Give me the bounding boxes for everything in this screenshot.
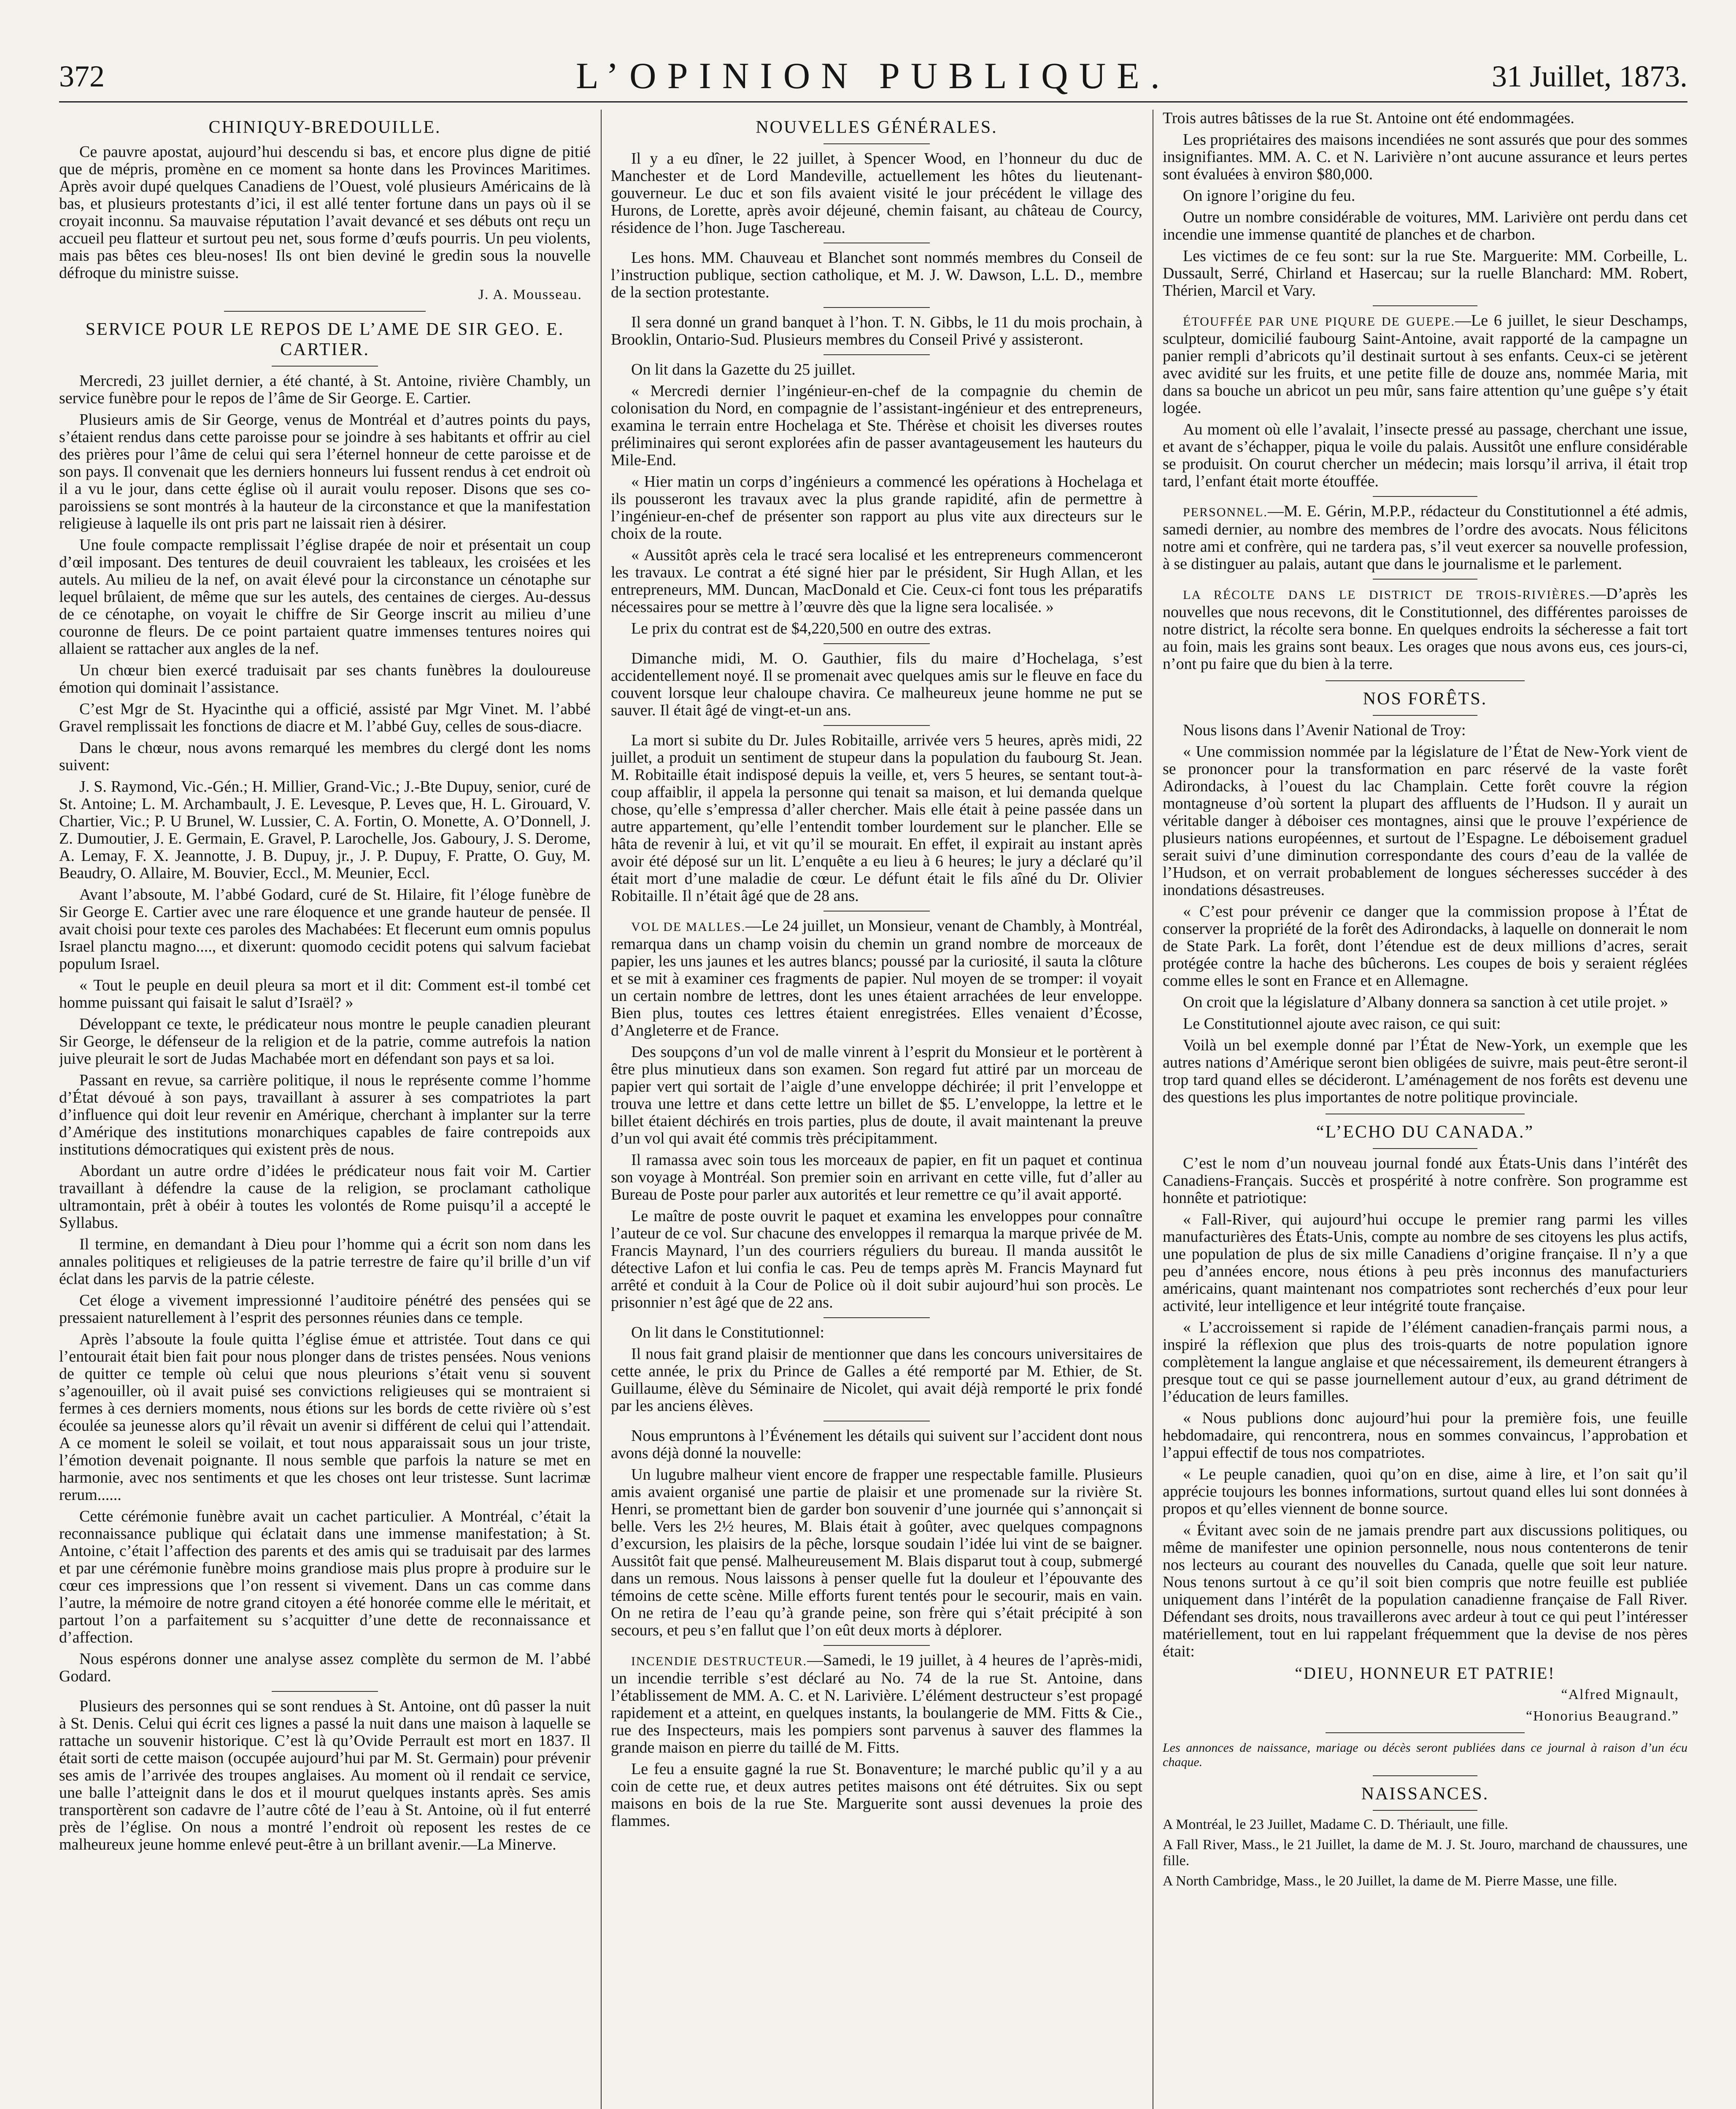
paragraph: Le Constitutionnel ajoute avec raison, ce qui suit: xyxy=(1183,1015,1501,1033)
paragraph: Les victimes de ce feu sont: sur la rue Ste. Marguerite: MM. Corbeille, L. Dussault, Serré, Chirland et Hasercau; sur la ruelle Blanchard: MM. Robert, Thérien, Marcil et Vary. xyxy=(1163,247,1687,299)
paragraph: Le maître de poste ouvrit le paquet et examina les enveloppes pour connaître l’auteur de ce vol. Sur chacune des enveloppes il remarqua la marque privée de M. Francis Maynard, l’un des courriers réguliers du bureau. Il manda aussitôt le détective Lafon et lui confia le cas. Peu de temps après M. Francis Maynard fut arrêté et conduit à la Cour de Police où il doit subir aujourd’hui son procès. Le prisonnier n’est âgé que de 22 ans. xyxy=(611,1207,1142,1311)
masthead-title: L’OPINION PUBLIQUE. xyxy=(576,56,1171,97)
motto: “DIEU, HONNEUR ET PATRIE! xyxy=(1295,1664,1555,1683)
separator xyxy=(272,366,378,367)
paragraph: « Aussitôt après cela le tracé sera localisé et les entrepreneurs commenceront les travaux. Le contrat a été signé hier par le président, Sir Hugh Allan, et les entrepreneurs, MM. Duncan, MacDonald et Cie. Ceux-ci font tous les préparatifs nécessaires pour se mettre à l’œuvre dès que la ligne sera localisée. » xyxy=(611,546,1142,616)
paragraph: « Tout le peuple en deuil pleura sa mort et il dit: Comment est-il tombé cet homme puissant qui faisait le salut d’Israël? » xyxy=(59,976,591,1011)
header-rule xyxy=(59,101,1687,102)
separator xyxy=(823,911,930,912)
paragraph: On lit dans la Gazette du 25 juillet. xyxy=(631,361,856,378)
paragraph: « Nous publions donc aujourd’hui pour la première fois, une feuille hebdomadaire, qui rencontrera, nous en sommes convaincus, l’approbation et l’appui effectif de tous nos compatriotes. xyxy=(1163,1409,1687,1462)
paragraph: C’est Mgr de St. Hyacinthe qui a officié, assisté par Mgr Vinet. M. l’abbé Gravel remplissait les fonctions de diacre et M. l’abbé Guy, celles de sous-diacre. xyxy=(59,700,591,735)
paragraph: La mort si subite du Dr. Jules Robitaille, arrivée vers 5 heures, après midi, 22 juillet, a produit un sentiment de stupeur dans la population du faubourg St. Jean. M. Robitaille était indisposé depuis la veille, et, vers 5 heures, se sentant tout-à-coup affaiblir, il appela la personne qui tenait sa maison, et lui demanda quelque chose, qu’elle s’empressa d’aller chercher. Mais elle était à peine passée dans un autre appartement, qu’elle l’entendit tomber lourdement sur le plancher. Elle se hâta de revenir à lui, et vit qu’il se mourait. En effet, il expirait au instant après avoir été déposé sur un lit. L’enquête a eu lieu à 6 heures; le jury a déclaré qu’il était mort d’une maladie de cœur. Le défunt était le fils aîné du Dr. Olivier Robitaille. Il n’était âgé que de 28 ans. xyxy=(611,731,1142,905)
paragraph: Au moment où elle l’avalait, l’insecte pressé au passage, cherchant une issue, et avant de s’échapper, piqua le voile du palais. Aussitôt une enflure considérable se produisit. On courut chercher un médecin; mais lorsqu’il arriva, il était trop tard, l’enfant était morte étouffée. xyxy=(1163,421,1687,490)
separator xyxy=(1373,579,1478,580)
paragraph: Plusieurs des personnes qui se sont rendues à St. Antoine, ont dû passer la nuit à St. Denis. Celui qui écrit ces lignes a passé la nuit dans une maison à laquelle se rattache un souvenir historique. C’est là qu’Ovide Perrault est mort en 1837. Il était sorti de cette maison (occupée aujourd’hui par M. St. Germain) pour prévenir ses amis de l’arrivée des troupes anglaises. Au moment où il rendait ce service, une balle l’atteignit dans le dos et il mourut quelques instants après. Ses amis transportèrent son cadavre de l’autre côté de l’eau à St. Antoine, où il fut enterré près de l’église. On nous a montré l’endroit où reposent les restes de ce malheureux jeune homme enlevé peut-être à un brillant avenir.—La Minerve. xyxy=(59,1697,591,1853)
paragraph: Plusieurs amis de Sir George, venus de Montréal et d’autres points du pays, s’étaient rendus dans cette paroisse pour se joindre à ses habitants et offrir au ciel des prières pour l’âme de celui qui sera l’éternel honneur de cette paroisse et de son pays. Il convenait que les derniers honneurs lui fussent rendus à cet endroit où il a vu le jour, dans cette église où il aurait voulu reposer. Disons que ses co-paroissiens se sont montrés à la hauteur de la circonstance et que la manifestation religieuse à laquelle ils ont pris part ne laissait rien à désirer. xyxy=(59,411,591,532)
page-number: 372 xyxy=(59,59,105,93)
list-item: A North Cambridge, Mass., le 20 Juillet, la dame de M. Pierre Masse, une fille. xyxy=(1163,1873,1617,1889)
list-item: A Montréal, le 23 Juillet, Madame C. D. Thériault, une fille. xyxy=(1163,1817,1508,1832)
paragraph: « C’est pour prévenir ce danger que la commission propose à l’État de conserver la propriété de la forêt des Adirondacks, à laquelle on donnerait le nom de State Park. La forêt, dont l’étendue est de deux millions d’acres, serait protégée contre la hache des bûcherons. Les coupes de bois y seraient réglées comme elles le sont en France et en Allemagne. xyxy=(1163,903,1687,990)
paragraph: « Mercredi dernier l’ingénieur-en-chef de la compagnie du chemin de colonisation du Nord, en compagnie de l’assistant-ingénieur et des entrepreneurs, examina le terrain entre Hochelaga et Ste. Thérèse et choisit les diverses routes préliminaires qui seront explorées afin de passer avantageusement les hauteurs du Mile-End. xyxy=(611,382,1142,469)
separator xyxy=(823,1645,930,1646)
paragraph: Nous espérons donner une analyse assez complète du sermon de M. l’abbé Godard. xyxy=(59,1650,591,1685)
paragraph: Mercredi, 23 juillet dernier, a été chanté, à St. Antoine, rivière Chambly, un service funèbre pour le repos de l’âme de Sir George. E. Cartier. xyxy=(59,372,591,407)
paragraph: Il sera donné un grand banquet à l’hon. T. N. Gibbs, le 11 du mois prochain, à Brooklin, Ontario-Sud. Plusieurs membres du Conseil Privé y assisteront. xyxy=(611,313,1142,348)
page-header xyxy=(59,51,1687,105)
separator xyxy=(1373,305,1478,306)
paragraph: « Le peuple canadien, quoi qu’on en dise, aime à lire, et l’on sait qu’il apprécie toujours les bonnes informations, surtout quand elles lui sont données à propos et qu’elles viennent de bonne source. xyxy=(1163,1465,1687,1518)
column-2 xyxy=(611,110,1142,2109)
article-heading: CHINIQUY-BREDOUILLE. xyxy=(208,118,441,137)
paragraph: Cet éloge a vivement impressionné l’auditoire pénétré des pensées qui se pressaient naturellement à l’esprit des personnes réunies dans ce temple. xyxy=(59,1292,591,1327)
paragraph: On lit dans le Constitutionnel: xyxy=(631,1324,825,1341)
notice: Les annonces de naissance, mariage ou décès seront publiées dans ce journal à raison d’un écu chaque. xyxy=(1163,1741,1687,1769)
list-item: A Fall River, Mass., le 21 Juillet, la dame de M. J. St. Jouro, marchand de chaussures, une fille. xyxy=(1163,1837,1687,1869)
separator xyxy=(823,143,930,144)
paragraph: « L’accroissement si rapide de l’élément canadien-français parmi nous, a inspiré la réflexion que plus des trois-quarts de notre population ignore complètement la langue anglaise et que nécessairement, ils demeurent étrangers à presque tout ce qui se passe journellement autour d’eux, au grand détriment de l’éducation de leurs familles. xyxy=(1163,1319,1687,1405)
paragraph: Des soupçons d’un vol de malle vinrent à l’esprit du Monsieur et le portèrent à être plus minutieux dans son examen. Son regard fut attiré par un morceau de papier vert qui sortait de l’aigle d’une enveloppe déchirée; il prit l’enveloppe et trouva une lettre et dans cette lettre un billet de $5. L’enveloppe, la lettre et le billet étaient déchirés en trois parties, plus de doute, il avait maintenant la preuve d’un vol qui avait été commis très précipitamment. xyxy=(611,1043,1142,1147)
separator xyxy=(1373,715,1478,716)
item-kicker: PERSONNEL. xyxy=(1183,505,1268,519)
paragraph: « Fall-River, qui aujourd’hui occupe le premier rang parmi les villes manufacturières des États-Unis, compte au nombre de ses citoyens les plus actifs, une population de plus de six mille Canadiens d’origine française. Il n’y a que peu d’années encore, nous étions à peu près inconnus des manufacturiers américains, quant maintenant nos compatriotes sont recherchés d’eux pour leur activité, leur intelligence et leur intégrité toute française. xyxy=(1163,1211,1687,1315)
paragraph: Il nous fait grand plaisir de mentionner que dans les concours universitaires de cette année, le prix du Prince de Galles a été remporté par M. Ethier, de St. Guillaume, élève du Séminaire de Nicolet, qui avait déjà remporté le prix fondé par les anciens élèves. xyxy=(611,1345,1142,1415)
news-item xyxy=(1163,503,1687,573)
paragraph: Un lugubre malheur vient encore de frapper une respectable famille. Plusieurs amis avaient organisé une partie de plaisir et une promenade sur la rivière St. Henri, se promettant bien de garder bon souvenir d’une journée qui s’annonçait si belle. Vers les 2½ heures, M. Blais était à goûter, avec quelques compagnons d’excursion, les plaisirs de la pêche, lorsque soudain l’idée lui vint de se baigner. Aussitôt fait que pensé. Malheureusement M. Blais disparut tout à coup, submergé dans un remous. Nous laissons à penser quelle fut la douleur et l’épouvante des témoins de cette scène. Mille efforts furent tentés pour le secourir, mais en vain. On ne retira de l’eau qu’à grande peine, son frère qui s’était précipité à son secours, et peu s’en fallut que l’on eût deux morts à déplorer. xyxy=(611,1466,1142,1639)
paragraph: Ce pauvre apostat, aujourd’hui descendu si bas, et encore plus digne de pitié que de mépris, promène en ce moment sa honte dans les Provinces Maritimes. Après avoir dupé quelques Canadiens de l’Ouest, volé plusieurs Américains de là bas, et plusieurs protestants d’ici, il est allé tenter fortune dans un pays où il se croyait inconnu. Sa mauvaise réputation l’avait devancé et ses débuts ont reçu un accueil peu flatteur et surtout peu net, sous forme d’œufs pourris. Un peu violents, mais pas bêtes ces bleu-noses! Ils ont bien deviné le gredin sous la nouvelle défroque du ministre suisse. xyxy=(59,143,591,282)
separator xyxy=(1373,1810,1478,1811)
separator xyxy=(823,307,930,308)
paragraph: On croit que la législature d’Albany donnera sa sanction à cet utile projet. » xyxy=(1183,993,1669,1011)
separator xyxy=(1326,680,1525,681)
paragraph: J. S. Raymond, Vic.-Gén.; H. Millier, Grand-Vic.; J.-Bte Dupuy, senior, curé de St. Antoine; L. M. Archambault, J. E. Levesque, P. Leves que, H. L. Girouard, V. Chartier, Vic.; P. U Brunel, W. Lussier, C. A. Fortin, O. Monette, A. O’Donnell, J. Z. Dumoutier, J. E. Germain, E. Gravel, P. Larochelle, Jos. Gaboury, J. S. Derome, A. Lemay, F. X. Jeannotte, J. B. Dupuy, jr., J. P. Dupuy, F. Pratte, O. Guy, M. Beaudry, O. Allaire, M. Bouvier, Eccl., M. Meunier, Eccl. xyxy=(59,778,591,882)
article-heading: “L’ECHO DU CANADA.” xyxy=(1316,1122,1534,1142)
paragraph: Nous empruntons à l’Événement les détails qui suivent sur l’accident dont nous avons déjà donné la nouvelle: xyxy=(611,1427,1142,1462)
article-signature: “Alfred Mignault, xyxy=(1561,1687,1679,1702)
item-text: —Le 24 juillet, un Monsieur, venant de Chambly, à Montréal, remarqua dans un champ voisin du chemin un grand nombre de morceaux de papier, les uns jaunes et les autres blancs; poussé par la curiosité, il sauta la clôture et se mit à examiner ces fragments de papier. Nul moyen de se tromper: il voyait un certain nombre de lettres, dont les unes étaient arrachées de leur enveloppe. Bien plus, toutes ces lettres étaient enregistrées. Elles venaient d’Écosse, d’Angleterre et de France. xyxy=(611,917,1142,1039)
paragraph: On ignore l’origine du feu. xyxy=(1183,187,1355,205)
column-1 xyxy=(59,110,591,2109)
paragraph: Après l’absoute la foule quitta l’église émue et attristée. Tout dans ce qui l’entourait était bien fait pour nous plonger dans de tristes pensées. Nous venions de quitter ce temple où celui que nous pleurions s’était venu si souvent s’agenouiller, où il avait puisé ses convictions religieuses qui se montraient si fermes à ces derniers moments, nous étions sur les bords de cette rivière où s’est écoulée sa jeunesse alors qu’il rêvait un avenir si différent de celui qui l’attendait. A ce moment le soleil se voilait, et tout nous apparaissait sous un jour triste, l’émotion devenait poignante. Il nous semble que parfois la nature se met en harmonie, avec nos sentiments et que les choses ont leur tristesse. Sunt lacrimæ rerum...... xyxy=(59,1330,591,1504)
paragraph: Abordant un autre ordre d’idées le prédicateur nous fait voir M. Cartier travaillant à défendre la cause de la religion, se proclamant catholique ultramontain, prêt à obéir à toutes les volontés de Rome puisqu’il a accepté le Syllabus. xyxy=(59,1162,591,1232)
column-rule xyxy=(601,110,602,2109)
article-signature: “Honorius Beaugrand.” xyxy=(1525,1708,1679,1724)
news-item xyxy=(611,1652,1142,1756)
item-text: —Samedi, le 19 juillet, à 4 heures de l’après-midi, un incendie terrible s’est déclaré au No. 74 de la rue St. Antoine, dans l’établissement de MM. A. C. et N. Larivière. L’élément destructeur s’est propagé rapidement et a atteint, en quelques instants, la boulangerie de MM. Fitts & Cie., rue des Inspecteurs, mais les pompiers sont parvenus à sauver des flammes la grande maison en pierre du taillé de M. Fitts. xyxy=(611,1651,1142,1756)
paragraph: Voilà un bel exemple donné par l’État de New-York, un exemple que les autres nations d’Amérique seront bien obligées de suivre, mais peut-être seront-il trop tard quand elles se décideront. L’aménagement de nos forêts est devenu une des questions les plus importantes de notre politique provinciale. xyxy=(1163,1036,1687,1106)
paragraph: C’est le nom d’un nouveau journal fondé aux États-Unis dans l’intérêt des Canadiens-Français. Succès et prospérité à notre confrère. Son programme est honnête et patriotique: xyxy=(1163,1154,1687,1207)
paragraph: Une foule compacte remplissait l’église drapée de noir et présentait un coup d’œil imposant. Des tentures de deuil couvraient les tableaux, les croisées et les autels. Au milieu de la nef, on avait élevé pour la circonstance un cénotaphe sur lequel brûlaient, de même que sur les autels, des centaines de cierges. Au-dessus de ce cénotaphe, on voyait le chiffre de Sir George inscrit au milieu d’une couronne de fleurs. De ce point partaient quatre immenses tentures noires qui allaient se rattacher aux angles de la nef. xyxy=(59,536,591,658)
separator xyxy=(823,725,930,726)
paragraph: Passant en revue, sa carrière politique, il nous le représente comme l’homme d’État dévoué à son pays, travaillant à assurer à ses compatriotes la part d’influence qui doit leur revenir en Amérique, cherchant à implanter sur la terre d’Amérique des institutions monarchiques capables de faire contrepoids aux institutions démocratiques qui existent près de nous. xyxy=(59,1071,591,1158)
item-kicker: INCENDIE DESTRUCTEUR. xyxy=(631,1654,807,1668)
paragraph: Dimanche midi, M. O. Gauthier, fils du maire d’Hochelaga, s’est accidentellement noyé. Il se promenait avec quelques amis sur le fleuve en face du couvent lorsque leur chaloupe chavira. Ce malheureux jeune homme ne put se sauver. Il était âgé de vingt-et-un ans. xyxy=(611,650,1142,719)
paragraph: Il termine, en demandant à Dieu pour l’homme qui a écrit son nom dans les annales politiques et religieuses de la patrie terrestre de faire qu’il brille d’un vif éclat dans les parvis de la patrie céleste. xyxy=(59,1235,591,1288)
separator xyxy=(224,311,426,312)
paragraph: Avant l’absoute, M. l’abbé Godard, curé de St. Hilaire, fit l’éloge funèbre de Sir George E. Cartier avec une rare éloquence et une grande hauteur de pensée. Il avait choisi pour texte ces paroles des Machabées: Et flecerunt eum omnis populus Israel planctu magno...., et dixerunt: quomodo cecidit potens qui salvum faciebat populum Israel. xyxy=(59,886,591,973)
item-text: —M. E. Gérin, M.P.P., rédacteur du Constitutionnel a été admis, samedi dernier, au nombre des membres de l’ordre des avocats. Nous félicitons notre ami et confrère, qui ne tardera pas, s’il veut exercer sa nouvelle profession, à se distinguer au palais, autant que dans le journalisme et le parlement. xyxy=(1163,502,1687,573)
separator xyxy=(823,354,930,355)
separator xyxy=(1326,1732,1525,1733)
separator xyxy=(1373,1148,1478,1149)
separator xyxy=(1373,496,1478,497)
issue-date: 31 Juillet, 1873. xyxy=(1492,59,1687,93)
paragraph: Trois autres bâtisses de la rue St. Antoine ont été endommagées. xyxy=(1163,110,1574,127)
article-heading: NAISSANCES. xyxy=(1361,1784,1489,1804)
paragraph: Un chœur bien exercé traduisait par ses chants funèbres la douloureuse émotion qui dominait l’assistance. xyxy=(59,661,591,696)
paragraph: Les hons. MM. Chauveau et Blanchet sont nommés membres du Conseil de l’instruction publique, section catholique, et M. J. W. Dawson, L.L. D., membre de la section protestante. xyxy=(611,249,1142,301)
paragraph: Dans le chœur, nous avons remarqué les membres du clergé dont les noms suivent: xyxy=(59,739,591,774)
paragraph: Nous lisons dans l’Avenir National de Troy: xyxy=(1183,721,1466,739)
article-signature: J. A. Mousseau. xyxy=(478,287,582,302)
article-heading: SERVICE POUR LE REPOS DE L’AME DE SIR GEO. E. CARTIER. xyxy=(85,320,564,359)
paragraph: Le feu a ensuite gagné la rue St. Bonaventure; le marché public qu’il y a au coin de cette rue, et deux autres petites maisons ont été détruites. Six ou sept maisons en bois de la rue Ste. Marguerite sont aussi devenues la proie des flammes. xyxy=(611,1760,1142,1830)
paragraph: Il ramassa avec soin tous les morceaux de papier, en fit un paquet et continua son voyage à Montréal. Son premier soin en arrivant en cette ville, fut d’aller au Bureau de Poste pour parler aux autorités et leur remettre ce qu’il avait apporté. xyxy=(611,1151,1142,1203)
births-list xyxy=(1163,1817,1687,1889)
separator xyxy=(272,1691,378,1692)
news-item xyxy=(1163,585,1687,673)
paragraph: « Hier matin un corps d’ingénieurs a commencé les opérations à Hochelaga et ils pousseront les travaux avec la plus grande rapidité, afin de permettre à l’ingénieur-en-chef de présenter son rapport au plus vite aux directeurs sur le choix de la route. xyxy=(611,473,1142,542)
paragraph: Il y a eu dîner, le 22 juillet, à Spencer Wood, en l’honneur du duc de Manchester et de Lord Mandeville, actuellement les hôtes du lieutenant-gouverneur. Le duc et son fils avaient visité le jour précédent le village des Hurons, de Lorette, après avoir déjeuné, chemin faisant, au château de Courcy, résidence de l’hon. Juge Taschereau. xyxy=(611,150,1142,237)
separator xyxy=(1373,1775,1478,1776)
separator xyxy=(823,643,930,644)
paragraph: « Une commission nommée par la législature de l’État de New-York vient de se prononcer pour la transformation en parc réservé de la vaste forêt Adirondacks, à l’ouest du lac Champlain. Cette forêt couvre la région montagneuse d’où sortent la plupart des affluents de l’Hudson. Il y aurait un véritable danger à déboiser ces montagnes, ainsi que le prouve l’expérience de plusieurs nations européennes, et surtout de l’Espagne. Le déboisement graduel serait suivi d’une diminution correspondante des cours d’eau de la vallée de l’Hudson, et on verrait probablement de longues sécheresses succéder à des inondations désastreuses. xyxy=(1163,743,1687,899)
paragraph: Développant ce texte, le prédicateur nous montre le peuple canadien pleurant Sir George, le défenseur de la religion et de la patrie, comme autrefois la nation juive pleurait le sort de Judas Machabée mort en défendant son pays et sa loi. xyxy=(59,1015,591,1068)
column-3 xyxy=(1163,110,1687,2109)
article-heading: NOUVELLES GÉNÉRALES. xyxy=(756,118,998,137)
item-text: —Le 6 juillet, le sieur Deschamps, sculpteur, domicilié faubourg Saint-Antoine, avait rapporté de la campagne un panier rempli d’abricots qu’il destinait surtout à ses enfants. Ceux-ci se jetèrent avec avidité sur les fruits, et une petite fille de douze ans, nommée Maria, mit dans sa bouche un abricot un peu mûr, sans faire attention qu’une guêpe s’y était logée. xyxy=(1163,312,1687,417)
item-kicker: VOL DE MALLES. xyxy=(631,920,746,934)
paragraph: « Évitant avec soin de ne jamais prendre part aux discussions politiques, ou même de manifester une opinion personnelle, nous nous contenterons de tenir nos lecteurs au courant des nouvelles du Canada, quelle que soit leur nature. Nous tenons surtout à ce qu’il soit bien compris que notre feuille est publiée uniquement dans l’intérêt de la population canadienne française de Fall River. Défendant ses droits, nous travaillerons avec ardeur à tout ce qui peut l’intéresser matériellement, tout en lui rappelant fréquemment que la devise de nos pères était: xyxy=(1163,1521,1687,1660)
paragraph: Les propriétaires des maisons incendiées ne sont assurés que pour des sommes insignifiantes. MM. A. C. et N. Larivière n’ont aucune assurance et leurs pertes sont évaluées à environ $80,000. xyxy=(1163,131,1687,183)
news-item xyxy=(1163,312,1687,417)
item-kicker: LA RÉCOLTE DANS LE DISTRICT DE TROIS-RIVIÈRES. xyxy=(1183,588,1590,602)
item-kicker: ÉTOUFFÉE PAR UNE PIQURE DE GUEPE. xyxy=(1183,315,1455,329)
paragraph: Cette cérémonie funèbre avait un cachet particulier. A Montréal, c’était la reconnaissance publique qui éclatait dans une immense manifestation; à St. Antoine, c’était l’affection des parents et des amis qui se traduisait par des larmes et par une cérémonie funèbre moins grandiose mais plus propre à produire sur le cœur ces impressions que l’on ressent si vivement. Dans un cas comme dans l’autre, la mémoire de notre grand citoyen a été honorée comme elle le méritait, et partout l’on a parfaitement su s’acquitter d’une dette de reconnaissance et d’affection. xyxy=(59,1508,591,1646)
paragraph: Le prix du contrat est de $4,220,500 en outre des extras. xyxy=(631,620,991,637)
article-heading: NOS FORÊTS. xyxy=(1363,689,1488,709)
item-text: —D’après les nouvelles que nous recevons, dit le Constitutionnel, des différentes paroisses de notre district, la récolte sera bonne. En quelques endroits la sécheresse a fait tort au foin, mais les grains sont beaux. Les orages que nous avons eus, ces jours-ci, n’ont pu faire que du bien à la terre. xyxy=(1163,585,1687,673)
paragraph: Outre un nombre considérable de voitures, MM. Larivière ont perdu dans cet incendie une immense quantité de planches et de charbon. xyxy=(1163,208,1687,243)
news-item xyxy=(611,917,1142,1039)
separator xyxy=(823,1317,930,1318)
